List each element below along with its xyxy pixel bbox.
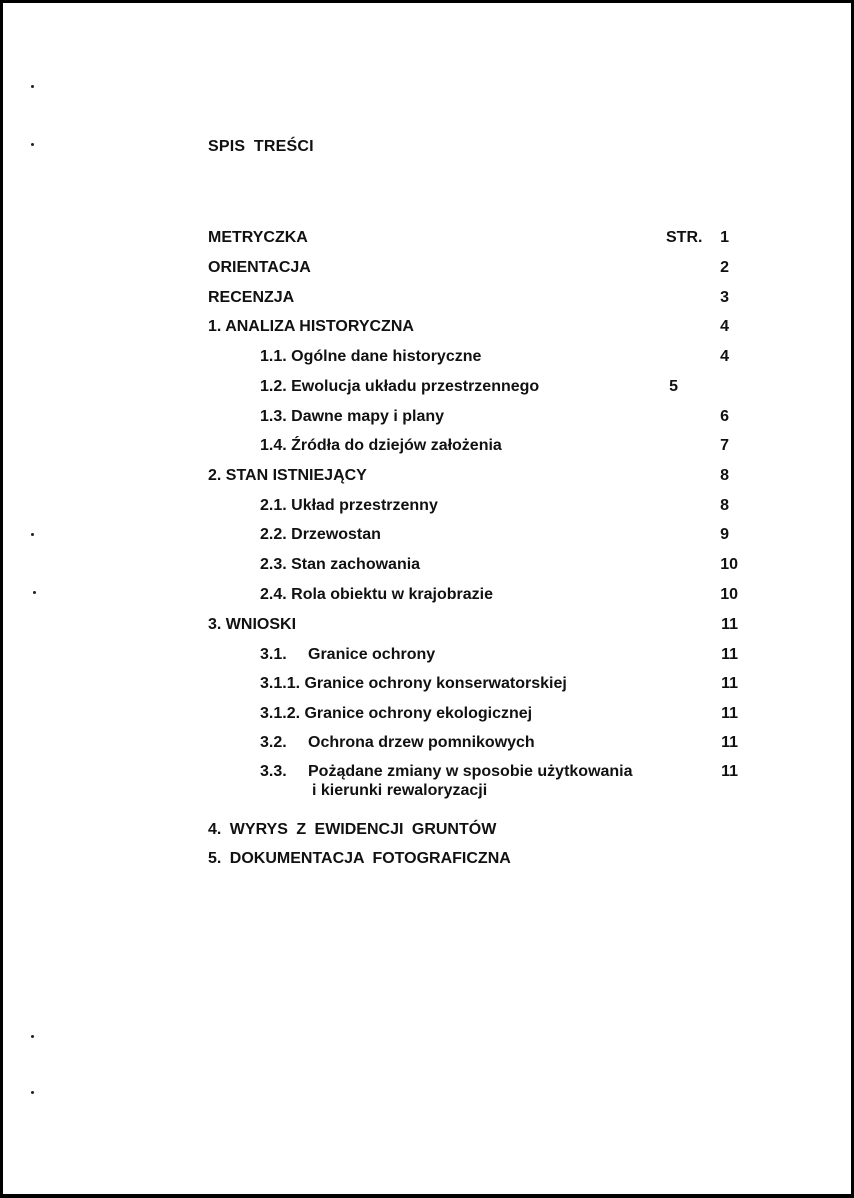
toc-entry-page: 4 [720,348,729,365]
border-bottom [1,1194,853,1197]
scan-speck [31,85,34,88]
toc-entry-page: 7 [720,437,729,454]
toc-entry-label: 3.1.1. Granice ochrony konserwatorskiej [260,675,567,692]
scan-speck [31,143,34,146]
toc-entry-page: 11 [721,616,738,633]
toc-entry-page: 1 [720,229,729,246]
toc-entry-label: METRYCZKA [208,229,308,246]
toc-entry-label: 2.1. Układ przestrzenny [260,497,438,514]
toc-entry-page: 11 [721,763,738,780]
toc-entry-page: 8 [720,467,729,484]
toc-entry-label: 4. WYRYS Z EWIDENCJI GRUNTÓW [208,821,497,838]
toc-entry-number: 3.2. [260,734,287,751]
toc-entry-label: 1.3. Dawne mapy i plany [260,408,445,425]
toc-entry-label: Pożądane zmiany w sposobie użytkowania [308,763,633,780]
scan-speck [31,1035,34,1038]
toc-entry-label: 1.2. Ewolucja układu przestrzennego [260,378,540,395]
toc-entry-page: 11 [721,734,738,751]
toc-entry-label: ORIENTACJA [208,259,311,276]
toc-entry-label: 3.1.2. Granice ochrony ekologicznej [260,705,533,722]
toc-entry-page: 8 [720,497,729,514]
toc-entry-number: 3.1. [260,646,287,663]
toc-entry-label: 1. ANALIZA HISTORYCZNA [208,318,414,335]
toc-entry-label: 2.3. Stan zachowania [260,556,421,573]
toc-entry-label: Granice ochrony [308,646,436,663]
toc-entry-label: 2. STAN ISTNIEJĄCY [208,467,367,484]
toc-entry-page: 3 [720,289,729,306]
scan-speck [31,1091,34,1094]
toc-entry-page: 5 [669,378,678,395]
toc-entry-label: 2.2. Drzewostan [260,526,381,543]
page-column-label: STR. [666,229,703,246]
toc-entry-page: 6 [720,408,729,425]
toc-entry-page: 10 [720,586,738,603]
toc-entry-page: 11 [721,646,738,663]
toc-entry-label: 3. WNIOSKI [208,616,297,633]
toc-entry-page: 10 [720,556,738,573]
toc-entry-label: Ochrona drzew pomnikowych [308,734,535,751]
scan-speck [33,591,36,594]
toc-entry-label: RECENZJA [208,289,295,306]
toc-entry-page: 11 [721,675,738,692]
toc-entry-label: 1.1. Ogólne dane historyczne [260,348,482,365]
scan-speck [31,533,34,536]
border-left [1,1,3,1197]
toc-entry-page: 9 [720,526,729,543]
toc-entry-label-continued: i kierunki rewaloryzacji [312,782,488,799]
toc-entry-page: 11 [721,705,738,722]
toc-entry-label: 1.4. Źródła do dziejów założenia [260,437,502,454]
toc-entry-page: 2 [720,259,729,276]
toc-entry-page: 4 [720,318,729,335]
border-top [1,1,853,3]
toc-entry-label: 2.4. Rola obiektu w krajobrazie [260,586,493,603]
toc-entry-number: 3.3. [260,763,287,780]
toc-heading: SPIS TREŚCI [208,138,314,155]
toc-entry-label: 5. DOKUMENTACJA FOTOGRAFICZNA [208,850,511,867]
border-right [851,1,853,1197]
